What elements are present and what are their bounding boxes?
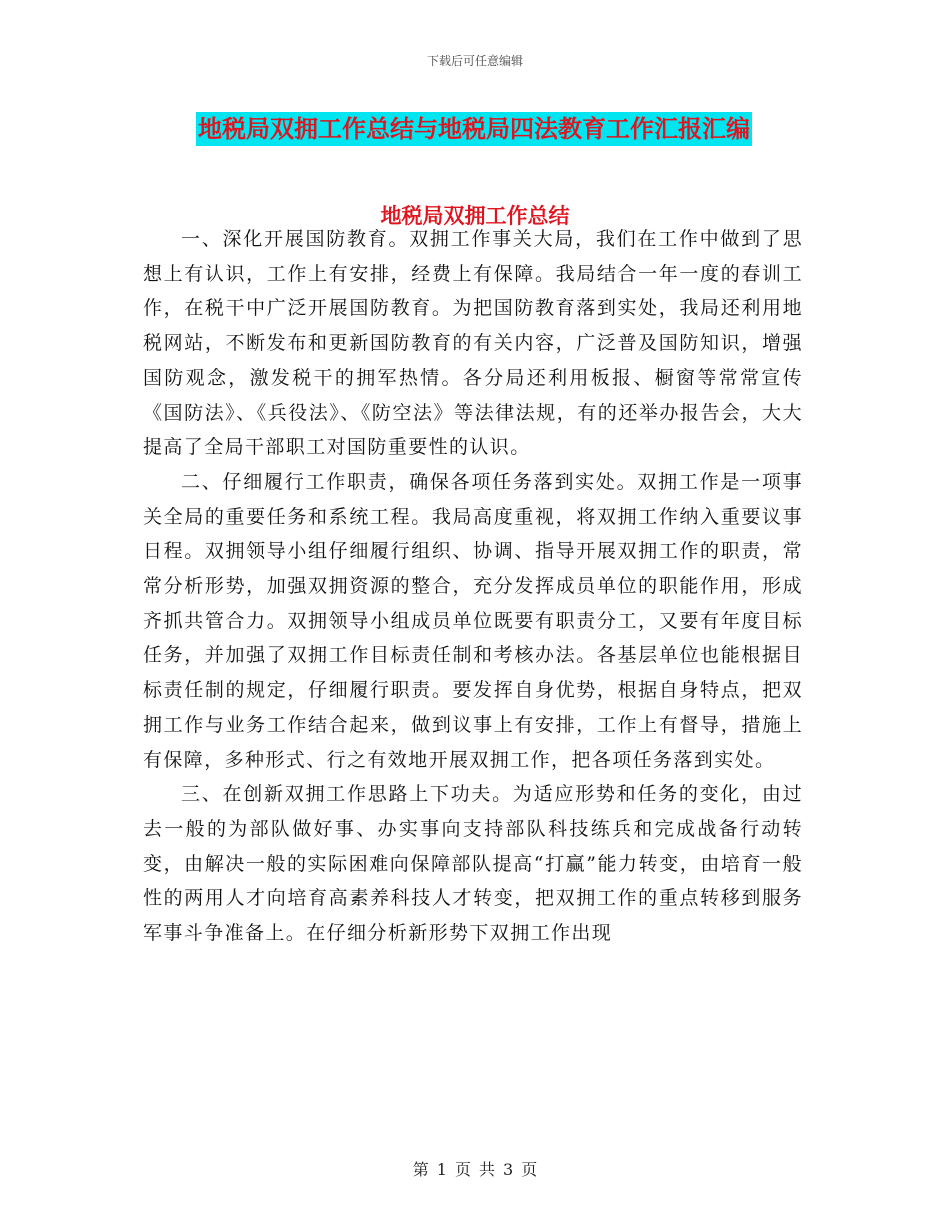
page-footer [0, 1157, 950, 1180]
footer-label-gong: 共 [479, 1160, 496, 1179]
footer-label-ye-2: 页 [521, 1160, 538, 1179]
body-text [143, 222, 803, 951]
footer-label-ye: 页 [454, 1160, 471, 1179]
paragraph-1: 一、深化开展国防教育。双拥工作事关大局，我们在工作中做到了思想上有认识，工作上有安排，经费上有保障。我局结合一年一度的春训工作，在税干中广泛开展国防教育。为把国防教育落到实处，我局还利用地税网站，不断发布和更新国防教育的有关内容，广泛普及国防知识，增强国防观念，激发税干的拥军热情。各分局还利用板报、橱窗等常常宣传《国防法》、《兵役法》、《防空法》等法律法规，有的还举办报告会，大大提高了全局干部职工对国防重要性的认识。 [143, 228, 803, 459]
section-title: 地税局双拥工作总结 [380, 204, 570, 228]
current-page-number: 1 [436, 1160, 447, 1179]
document-title: 地税局双拥工作总结与地税局四法教育工作汇报汇编 [196, 112, 752, 146]
footer-label-di: 第 [412, 1160, 429, 1179]
paragraph-3: 三、在创新双拥工作思路上下功夫。为适应形势和任务的变化，由过去一般的为部队做好事、办实事向支持部队科技练兵和完成战备行动转变，由解决一般的实际困难向保障部队提高“打赢”能力转变，由培育一般性的两用人才向培育高素养科技人才转变，把双拥工作的重点转移到服务军事斗争准备上。在仔细分析新形势下双拥工作出现 [143, 783, 803, 945]
header-note: 下载后可任意编辑 [426, 54, 523, 68]
total-page-count: 3 [503, 1160, 514, 1179]
paragraph-2: 二、仔细履行工作职责，确保各项任务落到实处。双拥工作是一项事关全局的重要任务和系统工程。我局高度重视，将双拥工作纳入重要议事日程。双拥领导小组仔细履行组织、协调、指导开展双拥工作的职责，常常分析形势，加强双拥资源的整合，充分发挥成员单位的职能作用，形成齐抓共管合力。双拥领导小组成员单位既要有职责分工，又要有年度目标任务，并加强了双拥工作目标责任制和考核办法。各基层单位也能根据目标责任制的规定，仔细履行职责。要发挥自身优势，根据自身特点，把双拥工作与业务工作结合起来，做到议事上有安排，工作上有督导，措施上有保障，多种形式、行之有效地开展双拥工作，把各项任务落到实处。 [143, 470, 803, 771]
